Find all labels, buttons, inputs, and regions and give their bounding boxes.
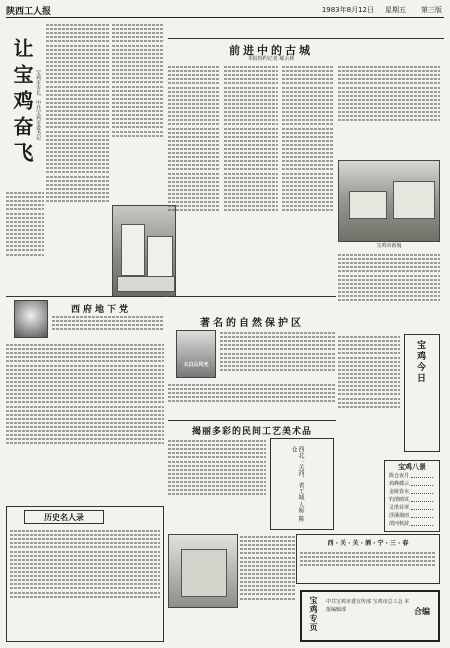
history-body	[10, 528, 160, 638]
list-item: 鸡峰插云	[386, 480, 438, 488]
list-item: 灵塔耸翠	[386, 504, 438, 512]
nature-title: 著名的自然保护区	[200, 318, 304, 329]
arts-photo	[168, 534, 238, 608]
city-article-col4	[338, 64, 440, 158]
list-item: 陈仓夜月	[386, 472, 438, 480]
city-article-col2	[224, 64, 278, 294]
arts-body	[168, 438, 266, 530]
city-photo-caption: 宝鸡市新貌	[376, 243, 402, 249]
air-raid-illustration	[14, 300, 48, 338]
arts-title: 揭丽多彩的民间工艺美术品	[191, 427, 312, 437]
market-photo	[338, 160, 440, 242]
city-byline: 本报特约记者 郝云林	[247, 56, 295, 62]
air-raid-intro	[52, 314, 164, 342]
lead-article-body	[46, 22, 110, 292]
paper-name: 陕西工人报	[6, 7, 52, 17]
lead-subtitle: 宝鸡市市长、中共宝鸡市委书记	[35, 70, 41, 140]
lead-article-col2	[112, 22, 164, 200]
culture-heading: 西 · 关 · 关 · 酒 · 宁 · 三 · 春	[327, 540, 409, 547]
list-item: 渭河秋波	[386, 520, 438, 528]
nature-photo	[176, 330, 216, 378]
arts-body-cont	[240, 534, 296, 642]
eight-views-list	[386, 472, 438, 528]
note-box-text: 西北：关西、省工城 人称 陈仓	[290, 446, 304, 522]
special-issue-sub: 中共宝鸡市委宣传部 宝鸡市总工会 本报编辑部	[326, 599, 410, 613]
city-photo	[112, 205, 176, 297]
lead-article-body-cont	[6, 190, 44, 292]
city-article-col3	[282, 64, 334, 294]
issue-weekday: 星期五	[385, 6, 406, 14]
right-body-lower	[338, 334, 400, 454]
page-number: 第三版	[421, 6, 442, 14]
vertical-column-title: 宝鸡今日	[415, 340, 425, 384]
history-title: 历史名人录	[24, 510, 104, 524]
issue-date: 1983年8月12日	[321, 6, 374, 14]
air-raid-title: 西府地下党	[70, 305, 131, 315]
city-title: 前进中的古城	[229, 44, 313, 57]
city-article-col1	[168, 64, 220, 294]
air-raid-body	[6, 342, 164, 502]
culture-body	[300, 550, 436, 582]
nature-body	[168, 382, 336, 418]
eight-views-title: 宝鸡八景	[398, 463, 426, 471]
list-item: 浮溪烟雨	[386, 512, 438, 520]
special-issue-tag: 合编	[414, 607, 430, 616]
masthead	[6, 4, 444, 18]
list-item: 钓渭晴岚	[386, 496, 438, 504]
special-issue-title: 宝鸡专页	[309, 596, 318, 632]
nature-photo-label: 太白山风光	[183, 362, 209, 368]
city-article-col5	[338, 252, 440, 330]
lead-title: 让宝鸡奋飞	[10, 38, 34, 168]
list-item: 金陵春水	[386, 488, 438, 496]
